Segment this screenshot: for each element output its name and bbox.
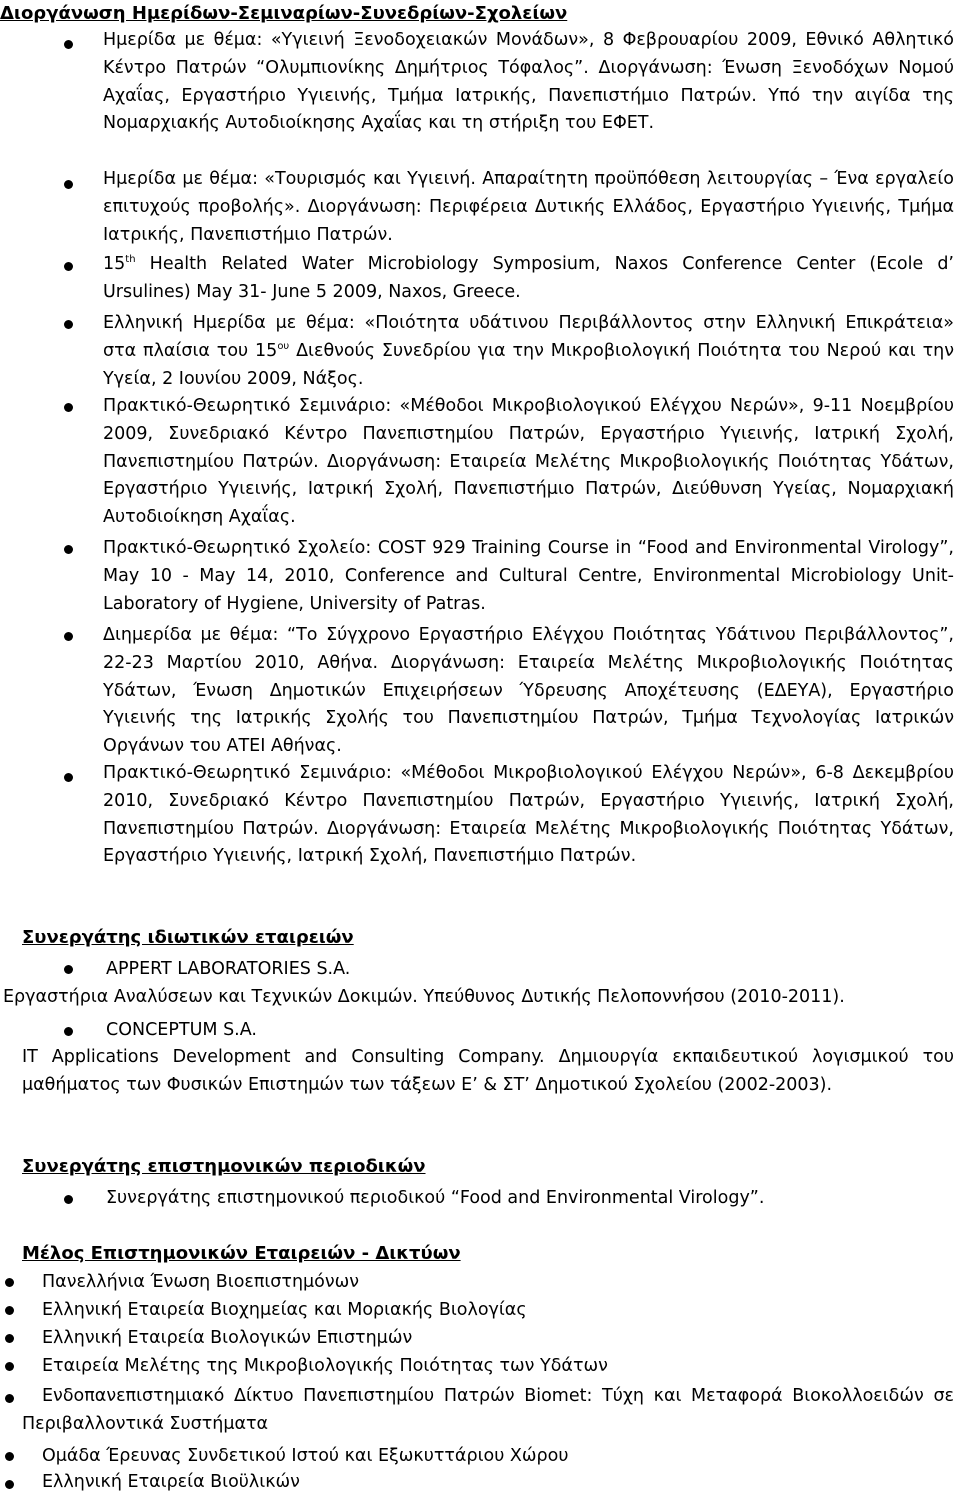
bullet-icon [5,1306,14,1315]
section-title-conferences: Διοργάνωση Ημερίδων-Σεμιναρίων-Συνεδρίων-Σχολείων [0,3,568,24]
membership-item-1: Πανελλήνια Ένωση Βιοεπιστημόνων [42,1272,360,1292]
company-name-conceptum: CONCEPTUM S.A. [106,1020,257,1040]
membership-item-4: Εταιρεία Μελέτης της Μικροβιολογικής Ποιότητας των Υδάτων [42,1356,608,1376]
bullet-icon [5,1334,14,1343]
bullet-icon [64,965,73,974]
bullet-icon [5,1452,14,1461]
conference-item-1: Ημερίδα με θέμα: «Υγιεινή Ξενοδοχειακών Μονάδων», 8 Φεβρουαρίου 2009, Εθνικό Αθλητικό Κέντρο Πατρών “Ολυμπιονίκης Δημήτριος Τόφαλος”. Διοργάνωση: Ένωση Ξενοδόχων Νομού Αχαΐας, Εργαστήριο Υγιεινής, Τμήμα Ιατρικής, Πανεπιστήμιο Πατρών. Υπό την αιγίδα της Νομαρχιακής Αυτοδιοίκησης Αχαΐας και τη στήριξη του ΕΦΕΤ. [103,30,954,134]
conference-item-8: Πρακτικό-Θεωρητικό Σεμινάριο: «Μέθοδοι Μικροβιολογικού Ελέγχου Νερών», 6-8 Δεκεμβρίου 2010, Συνεδριακό Κέντρο Πανεπιστημίου Πατρών, Εργαστήριο Υγιεινής, Ιατρική Σχολή, Πανεπιστημίου Πατρών. Διοργάνωση: Εταιρεία Μελέτης Μικροβιολογικής Ποιότητας Υδάτων, Εργαστήριο Υγιεινής, Ιατρική Σχολή, Πανεπιστήμιο Πατρών. [103,763,954,867]
conference-item-2: Ημερίδα με θέμα: «Τουρισμός και Υγιεινή. Απαραίτητη προϋπόθεση λειτουργίας – Ένα εργαλείο επιτυχούς προβολής». Διοργάνωση: Περιφέρεια Δυτικής Ελλάδος, Εργαστήριο Υγιεινής, Τμήμα Ιατρικής, Πανεπιστήμιο Πατρών. [103,169,954,245]
membership-item-2: Ελληνική Εταιρεία Βιοχημείας και Μοριακής Βιολογίας [42,1300,527,1320]
conference-item-3 [103,251,954,307]
bullet-icon [64,773,73,782]
membership-item-3: Ελληνική Εταιρεία Βιολογικών Επιστημών [42,1328,413,1348]
conference-item-7: Διημερίδα με θέμα: “Το Σύγχρονο Εργαστήριο Ελέγχου Ποιότητας Υδάτινου Περιβάλλοντος”, 22-23 Μαρτίου 2010, Αθήνα. Διοργάνωση: Εταιρεία Μελέτης Μικροβιολογικής Ποιότητας Υδάτων, Ένωση Δημοτικών Επιχειρήσεων Ύδρευσης Αποχέτευσης (ΕΔΕΥΑ), Εργαστήριο Υγιεινής της Ιατρικής Σχολής του Πανεπιστημίου Πατρών, Τμήμα Τεχνολογίας Ιατρικών Οργάνων του ΑΤΕΙ Αθήνας. [103,625,954,757]
bullet-icon [64,1195,73,1204]
section-title-private: Συνεργάτης ιδιωτικών εταιρειών [22,927,354,948]
bullet-icon [5,1362,14,1371]
journal-item-1: Συνεργάτης επιστημονικού περιοδικού “Food and Environmental Virology”. [106,1188,765,1208]
section-title-journals: Συνεργάτης επιστημονικών περιοδικών [22,1156,426,1177]
bullet-icon [64,40,73,49]
bullet-icon [64,403,73,412]
company-desc-appert: Εργαστήρια Αναλύσεων και Τεχνικών Δοκιμών. Υπεύθυνος Δυτικής Πελοποννήσου (2010-2011). [3,987,845,1007]
bullet-icon [64,262,73,271]
conference-item-3-post: Health Related Water Microbiology Symposium, Naxos Conference Center (Ecole d’ Ursulines) May 31- June 5 2009, Naxos, Greece. [103,254,954,302]
bullet-icon [64,545,73,554]
bullet-icon [64,632,73,641]
bullet-icon [5,1480,14,1489]
bullet-icon [5,1278,14,1287]
conference-item-4 [103,310,954,393]
membership-item-5: Ενδοπανεπιστημιακό Δίκτυο Πανεπιστημίου Πατρών Biomet: Τύχη και Μεταφορά Βιοκολλοειδών σε Περιβαλλοντικά Συστήματα [22,1386,954,1434]
company-desc-conceptum: IT Applications Development and Consulting Company. Δημιουργία εκπαιδευτικού λογισμικού του μαθήματος των Φυσικών Επιστημών των τάξεων Ε’ & ΣΤ’ Δημοτικού Σχολείου (2002-2003). [22,1047,954,1095]
conference-item-4-pre: Ελληνική Ημερίδα με θέμα: «Ποιότητα υδάτινου Περιβάλλοντος στην Ελληνική Επικράτεια» στα πλαίσια του 15 [103,313,954,361]
bullet-icon [5,1394,14,1403]
membership-item-6: Ομάδα Έρευνας Συνδετικού Ιστού και Εξωκυττάριου Χώρου [42,1446,569,1466]
conference-item-4-post: Διεθνούς Συνεδρίου για την Μικροβιολογική Ποιότητα του Νερού και την Υγεία, 2 Ιουνίου 2009, Νάξος. [103,340,954,389]
conference-item-6: Πρακτικό-Θεωρητικό Σχολείο: COST 929 Training Course in “Food and Environmental Virology”, May 10 - May 14, 2010, Conference and Cultural Centre, Environmental Microbiology Unit-Laboratory of Hygiene, University of Patras. [103,538,954,614]
company-name-appert: APPERT LABORATORIES S.A. [106,959,351,979]
bullet-icon [64,180,73,189]
conference-item-3-sup: th [125,254,136,265]
conference-item-5: Πρακτικό-Θεωρητικό Σεμινάριο: «Μέθοδοι Μικροβιολογικού Ελέγχου Νερών», 9-11 Νοεμβρίου 2009, Συνεδριακό Κέντρο Πανεπιστημίου Πατρών, Εργαστήριο Υγιεινής, Ιατρική Σχολή, Πανεπιστημίου Πατρών. Διοργάνωση: Εταιρεία Μελέτης Μικροβιολογικής Ποιότητας Υδάτων, Εργαστήριο Υγιεινής, Ιατρική Σχολή, Πανεπιστήμιο Πατρών, Διεύθυνση Υγείας, Νομαρχιακή Αυτοδιοίκηση Αχαΐας. [103,396,954,528]
bullet-icon [64,1027,73,1036]
conference-item-3-pre: 15 [103,254,126,274]
membership-item-7: Ελληνική Εταιρεία Βιοϋλικών [42,1472,300,1492]
section-title-memberships: Μέλος Επιστημονικών Εταιρειών - Δικτύων [22,1243,461,1264]
bullet-icon [64,320,73,329]
conference-item-4-sup: ου [277,340,290,352]
